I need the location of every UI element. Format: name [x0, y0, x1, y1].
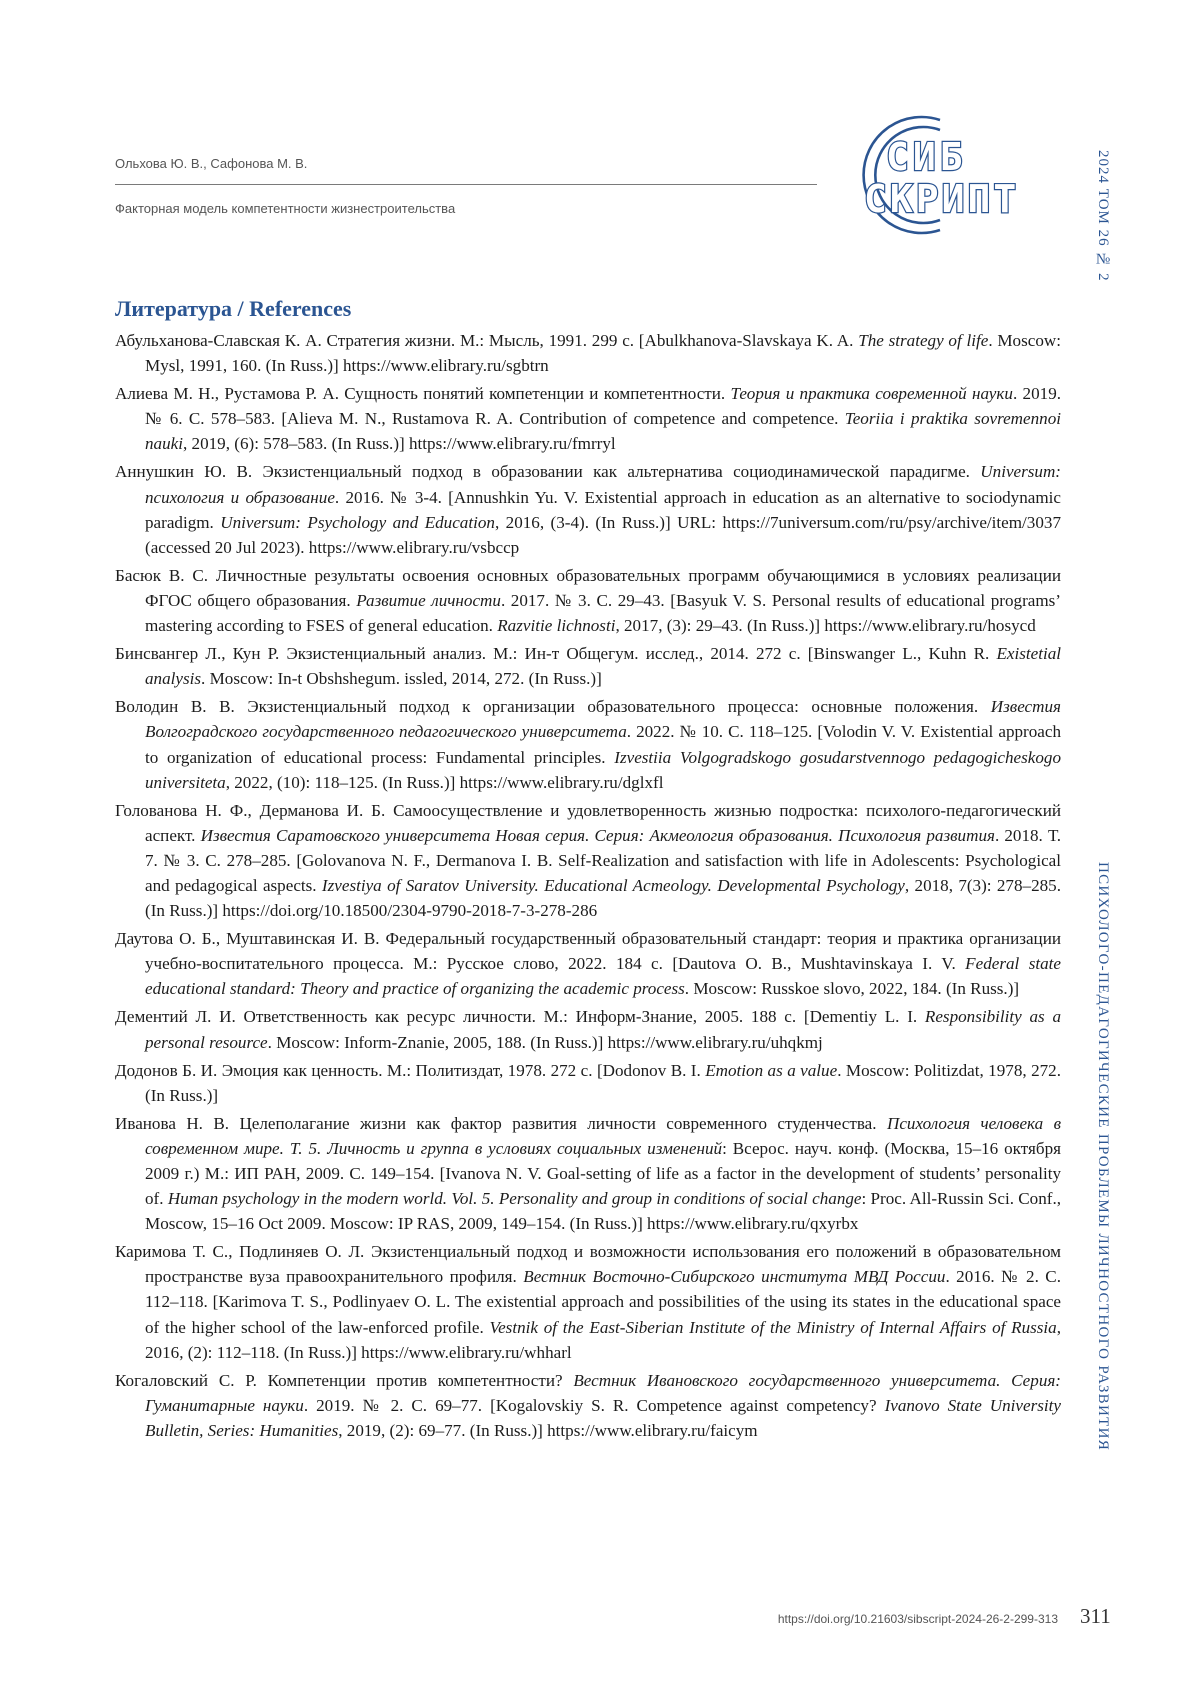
footer-doi: https://doi.org/10.21603/sibscript-2024-26-2-299-313 — [660, 1612, 1058, 1626]
ref-source: Razvitie lichnosti — [497, 616, 615, 635]
ref-text: . 2016. № 2. С. 112–118. [Karimova T. S., Podlinyaev O. L. The existential approach and possibilities of the using its states in the educational space of the higher school of the law-enforced profile. — [145, 1267, 1061, 1336]
ref-source: Federal state educational standard: Theory and practice of organizing the academic process — [145, 954, 1061, 998]
reference-item — [115, 328, 1061, 378]
reference-item — [115, 1058, 1061, 1108]
ref-text: , 2017, (3): 29–43. (In Russ.)] https://www.elibrary.ru/hosycd — [615, 616, 1035, 635]
reference-item — [115, 641, 1061, 691]
reference-item — [115, 1239, 1061, 1364]
ref-source: Вестник Восточно-Сибирского института МВД России — [523, 1267, 945, 1286]
ref-text: . Moscow: In-t Obshshegum. issled, 2014, 272. (In Russ.)] — [201, 669, 602, 688]
ref-text: , 2016, (3-4). (In Russ.)] URL: https://7universum.com/ru/psy/archive/item/3037 (accessed 20 Jul 2023). https://www.elibrary.ru/vsbccp — [145, 513, 1061, 557]
ref-text: , 2019, (6): 578–583. (In Russ.)] https://www.elibrary.ru/fmrryl — [183, 434, 616, 453]
reference-item — [115, 563, 1061, 638]
ref-text: . 2019. № 2. С. 69–77. [Kogalovskiy S. R. Competence against competency? — [304, 1396, 885, 1415]
reference-item — [115, 1111, 1061, 1236]
ref-text: Когаловский С. Р. Компетенции против компетентности? — [115, 1371, 573, 1390]
reference-list — [115, 328, 1061, 1446]
ref-text: Дементий Л. И. Ответственность как ресурс личности. М.: Информ-Знание, 2005. 188 с. [Dementiy L. I. — [115, 1007, 925, 1026]
reference-item — [115, 1004, 1061, 1054]
ref-text: Басюк В. С. Личностные результаты освоения основных образовательных программ обучающимися в условиях реализации ФГОС общего образования. — [115, 566, 1061, 610]
reference-item — [115, 694, 1061, 794]
ref-text: . 2022. № 10. С. 118–125. [Volodin V. V. Existential approach to organization of educational process: Fundamental principles. — [145, 722, 1061, 766]
logo-text-skript: СКРИПТ — [864, 177, 1019, 221]
journal-issue-label: 2024 ТОМ 26 № 2 — [1089, 150, 1111, 320]
page-number: 311 — [1080, 1604, 1111, 1629]
reference-item — [115, 926, 1061, 1001]
ref-text: , 2016, (2): 112–118. (In Russ.)] https://www.elibrary.ru/whharl — [145, 1318, 1061, 1362]
ref-source: Existetial analysis — [145, 644, 1061, 688]
ref-text: Абульханова-Славская К. А. Стратегия жизни. М.: Мысль, 1991. 299 с. [Abulkhanova-Slavskaya K. A. — [115, 331, 858, 350]
ref-source: Известия Волгоградского государственного педагогического университета — [145, 697, 1061, 741]
ref-text: . 2018. Т. 7. № 3. С. 278–285. [Golovanova N. F., Dermanova I. B. Self-Realization and satisfaction with life in Adolescents: Psychological and pedagogical aspects. — [145, 826, 1061, 895]
ref-source: Universum: психология и образование — [145, 462, 1061, 506]
ref-source: Izvestiia Volgogradskogo gosudarstvennogo pedagogicheskogo universiteta — [145, 748, 1061, 792]
ref-text: . 2019. № 6. С. 578–583. [Alieva M. N., Rustamova R. A. Contribution of competence and competence. — [145, 384, 1061, 428]
ref-source: Развитие личности — [356, 591, 501, 610]
ref-text: Иванова Н. В. Целеполагание жизни как фактор развития личности современного студенчества. — [115, 1114, 887, 1133]
journal-logo — [830, 108, 1070, 244]
references-heading: Литература / References — [115, 296, 351, 322]
reference-item — [115, 381, 1061, 456]
ref-source: Психология человека в современном мире. Т. 5. Личность и группа в условиях социальных изменений — [145, 1114, 1061, 1158]
ref-text: , 2019, (2): 69–77. (In Russ.)] https://www.elibrary.ru/faicym — [338, 1421, 757, 1440]
ref-text: Каримова Т. С., Подлиняев О. Л. Экзистенциальный подход и возможности использования его положений в образовательном пространстве вуза правоохранительного профиля. — [115, 1242, 1061, 1286]
section-label: ПСИХОЛОГО-ПЕДАГОГИЧЕСКИЕ ПРОБЛЕМЫ ЛИЧНОСТНОГО РАЗВИТИЯ — [1089, 862, 1111, 1582]
ref-source: Известия Саратовского университета Новая серия. Серия: Акмеология образования. Психология развития — [201, 826, 995, 845]
ref-text: . Moscow: Mysl, 1991, 160. (In Russ.)] https://www.elibrary.ru/sgbtrn — [145, 331, 1061, 375]
ref-source: Vestnik of the East-Siberian Institute of the Ministry of Internal Affairs of Russia — [490, 1318, 1057, 1337]
ref-source: Universum: Psychology and Education — [220, 513, 495, 532]
ref-source: Responsibility as a personal resource — [145, 1007, 1061, 1051]
reference-item — [115, 459, 1061, 559]
ref-source: Human psychology in the modern world. Vol. 5. Personality and group in conditions of social change — [168, 1189, 862, 1208]
ref-source: Emotion as a value — [705, 1061, 837, 1080]
ref-text: : Всерос. науч. конф. (Москва, 15–16 октября 2009 г.) М.: ИП РАН, 2009. С. 149–154. [Ivanova N. V. Goal-setting of life as a factor in the development of students’ personality of. — [145, 1139, 1061, 1208]
ref-source: Izvestiya of Saratov University. Educational Acmeology. Developmental Psychology — [322, 876, 905, 895]
ref-text: . 2017. № 3. С. 29–43. [Basyuk V. S. Personal results of educational programs’ mastering according to FSES of general education. — [145, 591, 1061, 635]
ref-text: . Moscow: Politizdat, 1978, 272. (In Russ.)] — [145, 1061, 1061, 1105]
ref-text: Даутова О. Б., Муштавинская И. В. Федеральный государственный образовательный стандарт: теория и практика организации учебно-воспитательного процесса. М.: Русское слово, 2022. 184 с. [Dautova O. B., Mushtavinskaya I. V. — [115, 929, 1061, 973]
ref-source: Вестник Ивановского государственного университета. Серия: Гуманитарные науки — [145, 1371, 1061, 1415]
ref-source: The strategy of life — [858, 331, 988, 350]
ref-source: Teoriia i praktika sovremennoi nauki — [145, 409, 1061, 453]
ref-text: Алиева М. Н., Рустамова Р. А. Сущность понятий компетенции и компетентности. — [115, 384, 731, 403]
ref-text: Бинсвангер Л., Кун Р. Экзистенциальный анализ. М.: Ин-т Общегум. исслед., 2014. 272 с. [Binswanger L., Kuhn R. — [115, 644, 996, 663]
header-divider — [115, 184, 817, 185]
running-header-authors: Ольхова Ю. В., Сафонова М. В. — [115, 156, 307, 171]
ref-text: : Proc. All-Russin Sci. Conf., Moscow, 15–16 Oct 2009. Moscow: IP RAS, 2009, 149–154. (In Russ.)] https://www.elibrary.ru/qxyrbx — [145, 1189, 1061, 1233]
ref-text: Голованова Н. Ф., Дерманова И. Б. Самоосуществление и удовлетворенность жизнью подростка: психолого-педагогический аспект. — [115, 801, 1061, 845]
ref-text: . Moscow: Inform-Znanie, 2005, 188. (In Russ.)] https://www.elibrary.ru/uhqkmj — [268, 1033, 823, 1052]
ref-text: , 2018, 7(3): 278–285. (In Russ.)] https://doi.org/10.18500/2304-9790-2018-7-3-278-286 — [145, 876, 1061, 920]
logo-text-sib: СИБ — [886, 135, 967, 179]
ref-source: Теория и практика современной науки — [731, 384, 1013, 403]
ref-text: Аннушкин Ю. В. Экзистенциальный подход в образовании как альтернатива социодинамической парадигме. — [115, 462, 980, 481]
ref-text: . Moscow: Russkoe slovo, 2022, 184. (In Russ.)] — [685, 979, 1019, 998]
reference-item — [115, 1368, 1061, 1443]
ref-text: , 2022, (10): 118–125. (In Russ.)] https://www.elibrary.ru/dglxfl — [226, 773, 664, 792]
running-header-article-title: Факторная модель компетентности жизнестроительства — [115, 201, 455, 216]
ref-text: . 2016. № 3-4. [Annushkin Yu. V. Existential approach in education as an alternative to sociodynamic paradigm. — [145, 488, 1061, 532]
ref-source: Ivanovo State University Bulletin, Series: Humanities — [145, 1396, 1061, 1440]
ref-text: Володин В. В. Экзистенциальный подход к организации образовательного процесса: основные положения. — [115, 697, 991, 716]
ref-text: Додонов Б. И. Эмоция как ценность. М.: Политиздат, 1978. 272 с. [Dodonov B. I. — [115, 1061, 705, 1080]
reference-item — [115, 798, 1061, 923]
